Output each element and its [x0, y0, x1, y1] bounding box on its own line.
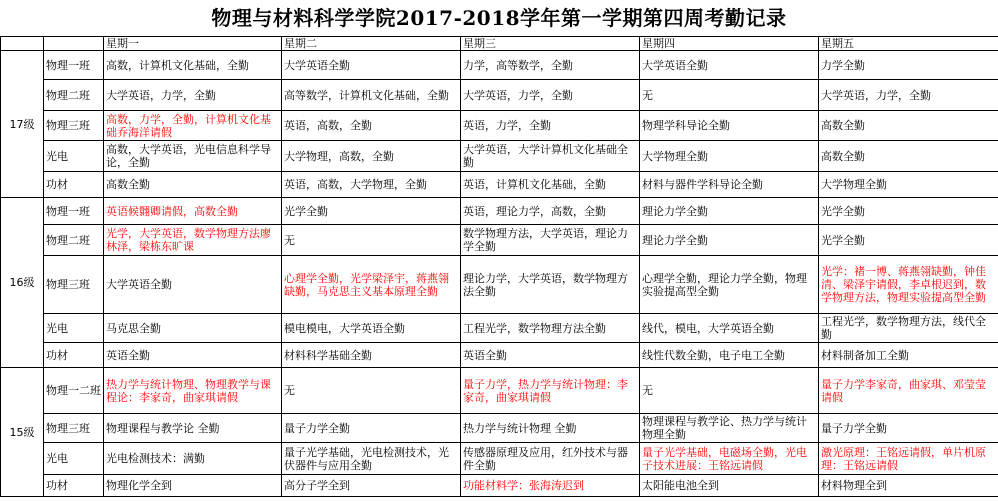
attendance-cell: 光电检测技术：满勤 [104, 443, 282, 475]
attendance-cell: 英语，高数，大学物理，全勤 [282, 172, 461, 198]
class-name: 光电 [44, 141, 104, 172]
attendance-cell: 大学英语，力学，全勤 [819, 80, 998, 111]
attendance-cell: 大学英语全勤 [104, 256, 282, 314]
attendance-cell: 大学英语全勤 [282, 51, 461, 80]
attendance-cell: 英语，高数，全勤 [282, 111, 461, 141]
attendance-cell: 英语，计算机文化基础，全勤 [461, 172, 640, 198]
class-name: 光电 [44, 314, 104, 343]
attendance-cell: 高分子学全到 [282, 475, 461, 497]
attendance-cell-alert: 量子力学，热力学与统计物理：李家奇，曲家琪请假 [461, 368, 640, 414]
attendance-cell: 太阳能电池全到 [640, 475, 819, 497]
attendance-cell: 热力学与统计物理 全勤 [461, 414, 640, 443]
attendance-cell: 大学物理，高数，全勤 [282, 141, 461, 172]
attendance-cell: 材料制备加工全勤 [819, 343, 998, 368]
attendance-cell: 无 [282, 368, 461, 414]
attendance-cell: 英语，力学，全勤 [461, 111, 640, 141]
attendance-cell: 高等数学，计算机文化基础，全勤 [282, 80, 461, 111]
class-name: 功材 [44, 172, 104, 198]
attendance-cell: 大学物理全勤 [819, 172, 998, 198]
table-row [1, 225, 998, 256]
class-name: 功材 [44, 475, 104, 497]
attendance-cell: 大学英语，大学计算机文化基础全勤 [461, 141, 640, 172]
attendance-table [0, 36, 998, 497]
attendance-cell-alert: 英语候翾卿请假，高数全勤 [104, 198, 282, 225]
class-name: 物理三班 [44, 256, 104, 314]
class-name: 物理一班 [44, 198, 104, 225]
table-row [1, 80, 998, 111]
attendance-cell: 英语全勤 [461, 343, 640, 368]
attendance-cell: 材料科学基础全勤 [282, 343, 461, 368]
table-row [1, 475, 998, 497]
attendance-cell-alert: 量子力学李家奇，曲家琪、邓莹莹请假 [819, 368, 998, 414]
header-tuesday: 星期二 [282, 37, 461, 51]
attendance-cell: 线性代数全勤，电子电工全勤 [640, 343, 819, 368]
attendance-cell: 高数全勤 [819, 141, 998, 172]
attendance-cell: 理论力学全勤 [640, 225, 819, 256]
attendance-cell: 材料与器件学科导论全勤 [640, 172, 819, 198]
attendance-cell: 大学物理全勤 [640, 141, 819, 172]
attendance-cell: 力学全勤 [819, 51, 998, 80]
attendance-cell: 线代，模电，大学英语全勤 [640, 314, 819, 343]
class-name: 物理二班 [44, 225, 104, 256]
attendance-cell: 高数全勤 [104, 172, 282, 198]
attendance-cell: 光学全勤 [819, 225, 998, 256]
grade-label-15: 15级 [1, 368, 44, 497]
attendance-cell: 马克思全勤 [104, 314, 282, 343]
header-friday: 星期五 [819, 37, 998, 51]
header-empty-cell [1, 37, 44, 51]
class-name: 物理一二班 [44, 368, 104, 414]
class-name: 物理一班 [44, 51, 104, 80]
table-row [1, 51, 998, 80]
attendance-cell-alert: 热力学与统计物理、物理教学与课程论：李家奇，曲家琪请假 [104, 368, 282, 414]
class-name: 物理三班 [44, 414, 104, 443]
header-row [1, 37, 998, 51]
class-name: 物理三班 [44, 111, 104, 141]
page-title: 物理与材料科学学院2017-2018学年第一学期第四周考勤记录 [211, 6, 787, 30]
header-thursday: 星期四 [640, 37, 819, 51]
attendance-cell: 光学全勤 [819, 198, 998, 225]
attendance-cell: 高数，计算机文化基础，全勤 [104, 51, 282, 80]
table-row [1, 314, 998, 343]
attendance-cell: 大学英语全勤 [640, 51, 819, 80]
table-row [1, 343, 998, 368]
attendance-cell: 大学英语，力学，全勤 [104, 80, 282, 111]
header-monday: 星期一 [104, 37, 282, 51]
attendance-cell-alert: 激光原理：王铭远请假，单片机原理：王铭远请假 [819, 443, 998, 475]
attendance-cell: 无 [640, 368, 819, 414]
attendance-cell-alert: 光学：褚一博、蒋燕翎缺勤，钟佳清、梁泽宇请假，李卓根迟到，数学物理方法，物理实验提高型全勤 [819, 256, 998, 314]
attendance-cell: 物理学科导论全勤 [640, 111, 819, 141]
attendance-cell: 数学物理方法，大学英语，理论力学全勤 [461, 225, 640, 256]
attendance-cell-alert: 高数，力学，全勤，计算机文化基础乔海洋请假 [104, 111, 282, 141]
attendance-cell: 心理学全勤，理论力学全勤，物理实验提高型全勤 [640, 256, 819, 314]
attendance-cell: 高数全勤 [819, 111, 998, 141]
header-wednesday: 星期三 [461, 37, 640, 51]
attendance-cell: 光学全勤 [282, 198, 461, 225]
grade-label-17: 17级 [1, 51, 44, 198]
table-row [1, 368, 998, 414]
attendance-cell-alert: 光学，大学英语，数学物理方法廖林泽，梁栋东旷课 [104, 225, 282, 256]
attendance-cell-alert: 功能材料学：张海涛迟到 [461, 475, 640, 497]
attendance-cell: 理论力学，大学英语，数学物理方法全勤 [461, 256, 640, 314]
header-empty-cell [44, 37, 104, 51]
attendance-cell: 力学，高等数学，全勤 [461, 51, 640, 80]
table-row [1, 111, 998, 141]
attendance-cell: 物理化学全到 [104, 475, 282, 497]
attendance-cell: 英语，理论力学，高数，全勤 [461, 198, 640, 225]
attendance-cell: 传感器原理及应用，红外技术与器件全勤 [461, 443, 640, 475]
attendance-cell: 英语全勤 [104, 343, 282, 368]
attendance-cell: 工程光学，数学物理方法全勤 [461, 314, 640, 343]
attendance-cell: 理论力学全勤 [640, 198, 819, 225]
table-row [1, 443, 998, 475]
attendance-cell: 模电模电，大学英语全勤 [282, 314, 461, 343]
attendance-cell-alert: 心理学全勤，光学梁泽宇，蒋燕翎缺勤，马克思主义基本原理全勤 [282, 256, 461, 314]
attendance-cell: 大学英语，力学，全勤 [461, 80, 640, 111]
class-name: 光电 [44, 443, 104, 475]
attendance-cell: 量子光学基础，光电检测技术，光伏器件与应用全勤 [282, 443, 461, 475]
attendance-cell: 物理课程与教学论 全勤 [104, 414, 282, 443]
table-row [1, 414, 998, 443]
class-name: 功材 [44, 343, 104, 368]
table-row [1, 256, 998, 314]
table-row [1, 172, 998, 198]
attendance-cell: 物理课程与教学论、热力学与统计物理全勤 [640, 414, 819, 443]
attendance-cell: 材料物理全到 [819, 475, 998, 497]
table-row [1, 141, 998, 172]
attendance-cell: 量子力学全勤 [819, 414, 998, 443]
attendance-cell: 量子力学全勤 [282, 414, 461, 443]
attendance-cell: 工程光学，数学物理方法，线代全勤 [819, 314, 998, 343]
grade-label-16: 16级 [1, 198, 44, 368]
attendance-cell: 高数，大学英语，光电信息科学导论，全勤 [104, 141, 282, 172]
attendance-cell-alert: 量子光学基础，电磁场全勤，光电子技术进展：王铭远请假 [640, 443, 819, 475]
table-row [1, 198, 998, 225]
attendance-cell: 无 [282, 225, 461, 256]
attendance-cell: 无 [640, 80, 819, 111]
class-name: 物理二班 [44, 80, 104, 111]
